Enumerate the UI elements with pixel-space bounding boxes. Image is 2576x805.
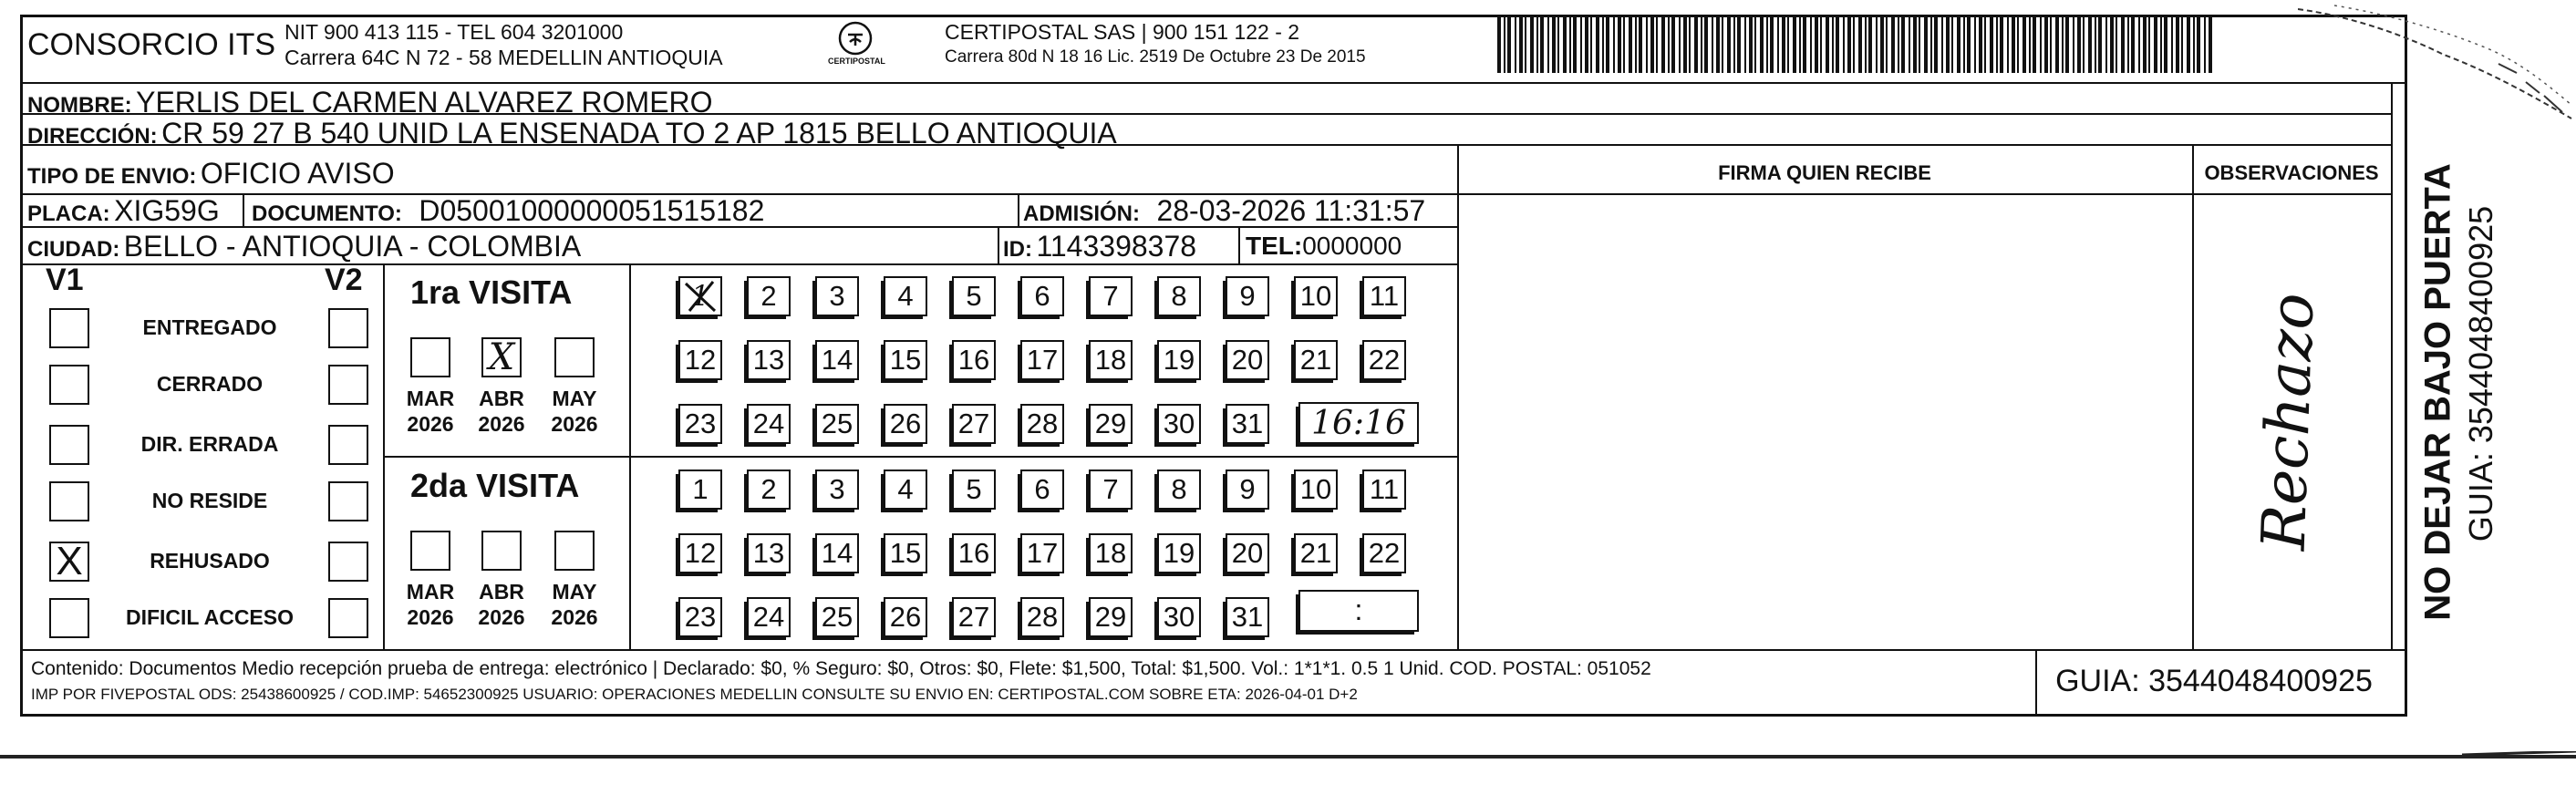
barcode-bar xyxy=(2154,16,2157,73)
month-year: 2026 xyxy=(478,605,525,629)
address-row xyxy=(27,117,1117,150)
barcode-bar xyxy=(1901,16,1905,73)
day-cell-6[interactable]: 6 xyxy=(1020,470,1064,510)
day-cell-24[interactable]: 24 xyxy=(747,597,791,637)
month-mark: X xyxy=(488,336,515,378)
day-cell-30[interactable]: 30 xyxy=(1157,404,1201,444)
barcode-bar xyxy=(2204,16,2206,73)
barcode-bar xyxy=(2065,16,2069,73)
status-label: DIR. ERRADA xyxy=(140,432,279,456)
barcode-bar xyxy=(2029,16,2031,73)
day-cell-14[interactable]: 14 xyxy=(815,340,859,380)
barcode-bar xyxy=(1689,16,1691,73)
id-row xyxy=(1003,230,1196,263)
month-checkbox[interactable] xyxy=(410,337,450,377)
day-cell-12[interactable]: 12 xyxy=(678,340,722,380)
barcode-bar xyxy=(1799,16,1801,73)
visit1-time-value: 16:16 xyxy=(1311,405,1406,442)
send-type: OFICIO AVISO xyxy=(200,157,395,190)
barcode-bar xyxy=(2095,16,2096,73)
barcode-bar xyxy=(2098,16,2102,73)
barcode-bar xyxy=(1924,16,1928,73)
company-nit: NIT 900 413 115 - TEL 604 3201000 xyxy=(284,20,624,44)
barcode-bar xyxy=(2062,16,2064,73)
status-v2-checkbox[interactable] xyxy=(328,308,368,348)
day-cell-15[interactable]: 15 xyxy=(884,533,927,573)
day-cell-17[interactable]: 17 xyxy=(1020,340,1064,380)
barcode-bar xyxy=(1613,16,1615,73)
observation-area xyxy=(2192,195,2391,647)
certipostal-logo-text: CERTIPOSTAL xyxy=(828,57,885,66)
month-checkbox[interactable] xyxy=(554,337,595,377)
day-cell-2[interactable]: 2 xyxy=(747,470,791,510)
barcode-bar xyxy=(1679,16,1681,73)
day-cell-8[interactable]: 8 xyxy=(1157,276,1201,316)
day-cell-12[interactable]: 12 xyxy=(678,533,722,573)
firma-label: FIRMA QUIEN RECIBE xyxy=(1718,161,1931,184)
name-row xyxy=(27,86,713,119)
status-v1-checkbox[interactable] xyxy=(49,425,89,465)
side-warning-area xyxy=(2413,137,2464,647)
day-cell-18[interactable]: 18 xyxy=(1089,533,1133,573)
barcode-bar xyxy=(1580,16,1582,73)
imp-line: IMP POR FIVEPOSTAL ODS: 25438600925 / COD.IMP: 54652300925 USUARIO: OPERACIONES MEDELLIN CONSULTE SU ENVIO EN: CERTIPOSTAL.COM SOBRE ETA: 2026-04-01 D+2 xyxy=(31,686,1358,703)
city-label: CIUDAD: xyxy=(27,237,120,262)
month-year: 2026 xyxy=(551,605,598,629)
barcode-bar xyxy=(1618,16,1621,73)
day-cell-25[interactable]: 25 xyxy=(815,597,859,637)
barcode-bar xyxy=(1876,16,1878,73)
observation-handwritten: Rechazo xyxy=(2248,292,2328,552)
day-cell-16[interactable]: 16 xyxy=(952,340,996,380)
barcode-bar xyxy=(2131,16,2135,73)
barcode-bar xyxy=(2138,16,2140,73)
barcode-bar xyxy=(2033,16,2036,73)
barcode-bar xyxy=(1868,16,1872,73)
barcode-bar xyxy=(1787,16,1789,73)
day-cell-22[interactable]: 22 xyxy=(1362,340,1406,380)
barcode-bar xyxy=(2050,16,2052,73)
barcode-bar xyxy=(2073,16,2074,73)
barcode-bar xyxy=(1777,16,1779,73)
barcode-bar xyxy=(2116,16,2117,73)
barcode-bar xyxy=(1990,16,1993,73)
month-name: MAR xyxy=(406,580,455,604)
day-cell-26[interactable]: 26 xyxy=(884,597,927,637)
barcode-bar xyxy=(1639,16,1642,73)
plate: XIG59G xyxy=(114,194,220,227)
barcode-bar xyxy=(1668,16,1670,73)
barcode-bar xyxy=(1880,16,1884,73)
barcode-bar xyxy=(1853,16,1855,73)
barcode-bar xyxy=(1963,16,1965,73)
day-cell-3[interactable]: 3 xyxy=(815,470,859,510)
recipient-address: CR 59 27 B 540 UNID LA ENSENADA TO 2 AP 1815 BELLO ANTIOQUIA xyxy=(161,117,1117,150)
company-name: CONSORCIO ITS xyxy=(27,27,276,62)
barcode-bar xyxy=(2000,16,2003,73)
barcode-bar xyxy=(1573,16,1577,73)
barcode-bar xyxy=(1760,16,1764,73)
month-name: ABR xyxy=(479,580,524,604)
tel-number: 0000000 xyxy=(1302,232,1402,260)
barcode-bar xyxy=(1547,16,1549,73)
barcode-bar xyxy=(1909,16,1910,73)
barcode-bar xyxy=(2160,16,2162,73)
side-guia-area xyxy=(2460,137,2502,647)
day-cell-23[interactable]: 23 xyxy=(678,597,722,637)
city: BELLO - ANTIOQUIA - COLOMBIA xyxy=(123,230,582,263)
day-cell-13[interactable]: 13 xyxy=(747,340,791,380)
day-cell-7[interactable]: 7 xyxy=(1089,470,1133,510)
day-cell-20[interactable]: 20 xyxy=(1226,533,1269,573)
barcode-bar xyxy=(1602,16,1604,73)
admission-label: ADMISIÓN: xyxy=(1023,201,1140,226)
day-cell-5[interactable]: 5 xyxy=(952,276,996,316)
day-cell-4[interactable]: 4 xyxy=(884,470,927,510)
status-v1-checkbox[interactable] xyxy=(49,365,89,405)
barcode-bar xyxy=(1979,16,1982,73)
day-cell-9[interactable]: 9 xyxy=(1226,470,1269,510)
barcode-bar xyxy=(1891,16,1895,73)
barcode-bar xyxy=(1507,16,1511,73)
barcode-bar xyxy=(2105,16,2107,73)
barcode-bar xyxy=(1898,16,1899,73)
barcode-bar xyxy=(1504,16,1505,73)
barcode-bar xyxy=(1712,16,1713,73)
month-name: MAY xyxy=(552,387,597,410)
day-cell-2[interactable]: 2 xyxy=(747,276,791,316)
barcode-bar xyxy=(1951,16,1953,73)
barcode-bar xyxy=(2055,16,2059,73)
barcode-bar xyxy=(1782,16,1785,73)
barcode-bar xyxy=(1704,16,1708,73)
barcode-bar xyxy=(1744,16,1746,73)
tel-row xyxy=(1246,232,1402,261)
day-cell-6[interactable]: 6 xyxy=(1020,276,1064,316)
contents-line: Contenido: Documentos Medio recepción prueba de entrega: electrónico | Declarado: $0, % Seguro: $0, Otros: $0, Flete: $1,500, Total: $1,500. Vol.: 1*1*1. 0.5 1 Unid. COD. POSTAL: 051052 xyxy=(31,658,1651,679)
barcode-bar xyxy=(1569,16,1571,73)
barcode-bar xyxy=(2209,16,2212,73)
document-row xyxy=(252,194,764,228)
visit2-time-value: : xyxy=(1354,593,1363,626)
barcode-bar xyxy=(2110,16,2114,73)
barcode-bar xyxy=(1671,16,1675,73)
month-year: 2026 xyxy=(407,412,454,436)
barcode-bar xyxy=(1984,16,1986,73)
admission-row xyxy=(1023,194,1425,228)
barcode-bar xyxy=(2077,16,2081,73)
day-cell-23[interactable]: 23 xyxy=(678,404,722,444)
day-cell-9[interactable]: 9 xyxy=(1226,276,1269,316)
barcode-bar xyxy=(1886,16,1888,73)
month-name: MAR xyxy=(406,387,455,410)
v2-label: V2 xyxy=(325,263,363,297)
barcode-bar xyxy=(1590,16,1592,73)
barcode-bar xyxy=(1629,16,1632,73)
courier-nit: CERTIPOSTAL SAS | 900 151 122 - 2 xyxy=(945,20,1300,44)
barcode-bar xyxy=(1913,16,1917,73)
month-checkbox[interactable] xyxy=(481,337,522,377)
send-type-label: TIPO DE ENVIO: xyxy=(27,164,197,189)
day-cell-7[interactable]: 7 xyxy=(1089,276,1133,316)
barcode-bar xyxy=(2121,16,2125,73)
month-year: 2026 xyxy=(551,412,598,436)
barcode-bar xyxy=(1585,16,1588,73)
city-row xyxy=(27,230,581,263)
status-v1-checkbox[interactable] xyxy=(49,598,89,638)
id-number: 1143398378 xyxy=(1036,230,1197,263)
barcode-bar xyxy=(2197,16,2200,73)
barcode-bar xyxy=(1826,16,1829,73)
barcode-bar xyxy=(1701,16,1702,73)
barcode-bar xyxy=(1754,16,1756,73)
barcode-bar xyxy=(1540,16,1544,73)
day-cell-8[interactable]: 8 xyxy=(1157,470,1201,510)
day-cell-10[interactable]: 10 xyxy=(1294,470,1338,510)
barcode-bar xyxy=(1661,16,1665,73)
observaciones-label: OBSERVACIONES xyxy=(2204,161,2379,184)
status-label: ENTREGADO xyxy=(142,315,277,339)
day-cell-25[interactable]: 25 xyxy=(815,404,859,444)
barcode-bar xyxy=(1847,16,1851,73)
month-name: ABR xyxy=(479,387,524,410)
side-guia: GUIA: 3544048400925 xyxy=(2462,205,2499,542)
barcode-bar xyxy=(2187,16,2190,73)
day-cell-21[interactable]: 21 xyxy=(1294,533,1338,573)
barcode-bar xyxy=(1530,16,1534,73)
barcode-bar xyxy=(1766,16,1768,73)
barcode-bar xyxy=(1716,16,1720,73)
day-cell-17[interactable]: 17 xyxy=(1020,533,1064,573)
barcode-bar xyxy=(1733,16,1735,73)
barcode-bar xyxy=(1996,16,1998,73)
status-v2-checkbox[interactable] xyxy=(328,425,368,465)
status-v2-checkbox[interactable] xyxy=(328,542,368,582)
day-cell-31[interactable]: 31 xyxy=(1226,404,1269,444)
barcode-bar xyxy=(1858,16,1862,73)
barcode-bar xyxy=(2083,16,2085,73)
day-cell-15[interactable]: 15 xyxy=(884,340,927,380)
barcode-bar xyxy=(1974,16,1976,73)
barcode-bar xyxy=(1623,16,1625,73)
barcode-bar xyxy=(1832,16,1834,73)
barcode-bar xyxy=(1563,16,1567,73)
barcode-bar xyxy=(1815,16,1818,73)
day-cell-18[interactable]: 18 xyxy=(1089,340,1133,380)
name-label: NOMBRE: xyxy=(27,93,132,118)
day-cell-11[interactable]: 11 xyxy=(1362,276,1406,316)
address-label: DIRECCIÓN: xyxy=(27,124,158,149)
day-cell-28[interactable]: 28 xyxy=(1020,404,1064,444)
barcode-bar xyxy=(1803,16,1806,73)
v1-label: V1 xyxy=(46,263,84,297)
plate-row xyxy=(27,194,220,228)
visit1-title: 1ra VISITA xyxy=(410,273,573,311)
barcode-bar xyxy=(1810,16,1812,73)
visit2-time xyxy=(1298,590,1419,632)
day-cell-29[interactable]: 29 xyxy=(1089,597,1133,637)
barcode-bar xyxy=(1552,16,1556,73)
status-label: CERRADO xyxy=(156,372,264,396)
status-v1-checkbox[interactable] xyxy=(49,308,89,348)
barcode-bar xyxy=(1497,16,1501,73)
day-cell-5[interactable]: 5 xyxy=(952,470,996,510)
visit2-title: 2da VISITA xyxy=(410,467,580,504)
company-address: Carrera 64C N 72 - 58 MEDELLIN ANTIOQUIA xyxy=(284,46,723,69)
day-cell-19[interactable]: 19 xyxy=(1157,340,1201,380)
barcode-bar xyxy=(1934,16,1938,73)
day-cell-27[interactable]: 27 xyxy=(952,404,996,444)
barcode-bar xyxy=(1930,16,1932,73)
barcode-bar xyxy=(1941,16,1943,73)
barcode-bar xyxy=(1519,16,1523,73)
day-cell-1[interactable]: 1 xyxy=(678,470,722,510)
day-cell-4[interactable]: 4 xyxy=(884,276,927,316)
barcode-bar xyxy=(1536,16,1538,73)
barcode-bar xyxy=(1836,16,1839,73)
barcode-bar xyxy=(1865,16,1867,73)
status-v1-mark: X xyxy=(56,539,83,583)
status-v1-checkbox[interactable] xyxy=(49,539,89,583)
barcode-bar xyxy=(1694,16,1698,73)
barcode-bar xyxy=(1737,16,1741,73)
barcode xyxy=(1495,16,2216,73)
barcode-bar xyxy=(1683,16,1687,73)
barcode-bar xyxy=(2040,16,2042,73)
barcode-bar xyxy=(2148,16,2150,73)
day-cell-19[interactable]: 19 xyxy=(1157,533,1201,573)
month-name: MAY xyxy=(552,580,597,604)
barcode-bar xyxy=(1650,16,1654,73)
visit1-time xyxy=(1298,402,1419,444)
barcode-bar xyxy=(2088,16,2092,73)
day-cell-22[interactable]: 22 xyxy=(1362,533,1406,573)
courier-license: Carrera 80d N 18 16 Lic. 2519 De Octubre 23 De 2015 xyxy=(945,47,1366,67)
barcode-bar xyxy=(1770,16,1774,73)
status-label: DIFICIL ACCESO xyxy=(125,605,294,629)
admission-datetime: 28-03-2026 11:31:57 xyxy=(1156,194,1426,227)
barcode-bar xyxy=(1557,16,1559,73)
tel-label: TEL: xyxy=(1246,232,1303,260)
bottom-edge xyxy=(0,751,2576,800)
barcode-bar xyxy=(2164,16,2167,73)
day-cell-24[interactable]: 24 xyxy=(747,404,791,444)
barcode-bar xyxy=(2143,16,2147,73)
day-cell-16[interactable]: 16 xyxy=(952,533,996,573)
barcode-bar xyxy=(2017,16,2019,73)
day-cell-11[interactable]: 11 xyxy=(1362,470,1406,510)
day-cell-1[interactable]: 1 xyxy=(678,276,722,316)
barcode-bar xyxy=(1749,16,1753,73)
status-v2-checkbox[interactable] xyxy=(328,481,368,521)
status-v2-checkbox[interactable] xyxy=(328,365,368,405)
recipient-name: YERLIS DEL CARMEN ALVAREZ ROMERO xyxy=(136,86,713,119)
month-checkbox[interactable] xyxy=(410,531,450,571)
month-checkbox[interactable] xyxy=(554,531,595,571)
barcode-bar xyxy=(1525,16,1526,73)
barcode-bar xyxy=(1727,16,1731,73)
plate-label: PLACA: xyxy=(27,201,110,226)
day-cell-26[interactable]: 26 xyxy=(884,404,927,444)
barcode-bar xyxy=(1946,16,1950,73)
status-v1-checkbox[interactable] xyxy=(49,481,89,521)
barcode-bar xyxy=(2176,16,2179,73)
barcode-bar xyxy=(1656,16,1658,73)
status-v2-checkbox[interactable] xyxy=(328,598,368,638)
barcode-bar xyxy=(2181,16,2183,73)
barcode-bar xyxy=(2193,16,2195,73)
document-number: D05001000000051515182 xyxy=(419,194,765,227)
barcode-bar xyxy=(2044,16,2048,73)
day-cell-27[interactable]: 27 xyxy=(952,597,996,637)
barcode-bar xyxy=(1957,16,1960,73)
barcode-bar xyxy=(2127,16,2129,73)
barcode-bar xyxy=(1843,16,1845,73)
document-label: DOCUMENTO: xyxy=(252,201,402,226)
barcode-bar xyxy=(1722,16,1723,73)
day-cell-30[interactable]: 30 xyxy=(1157,597,1201,637)
day-cell-13[interactable]: 13 xyxy=(747,533,791,573)
day-cell-10[interactable]: 10 xyxy=(1294,276,1338,316)
day-cell-29[interactable]: 29 xyxy=(1089,404,1133,444)
day-cell-31[interactable]: 31 xyxy=(1226,597,1269,637)
day-cell-21[interactable]: 21 xyxy=(1294,340,1338,380)
side-warning: NO DEJAR BAJO PUERTA xyxy=(2417,163,2458,621)
certipostal-logo xyxy=(837,20,874,57)
status-label: NO RESIDE xyxy=(151,489,268,512)
barcode-bar xyxy=(1793,16,1796,73)
day-x-mark xyxy=(680,278,720,315)
barcode-bar xyxy=(1820,16,1822,73)
barcode-bar xyxy=(1606,16,1609,73)
guia-box: GUIA: 3544048400925 xyxy=(2055,664,2373,698)
barcode-bar xyxy=(2023,16,2026,73)
day-cell-28[interactable]: 28 xyxy=(1020,597,1064,637)
id-label: ID: xyxy=(1003,237,1032,262)
barcode-bar xyxy=(2171,16,2173,73)
month-year: 2026 xyxy=(478,412,525,436)
barcode-bar xyxy=(1596,16,1599,73)
barcode-bar xyxy=(1967,16,1971,73)
status-label: REHUSADO xyxy=(150,549,270,573)
month-year: 2026 xyxy=(407,605,454,629)
day-cell-14[interactable]: 14 xyxy=(815,533,859,573)
barcode-bar xyxy=(1515,16,1516,73)
barcode-bar xyxy=(2012,16,2015,73)
month-checkbox[interactable] xyxy=(481,531,522,571)
day-cell-20[interactable]: 20 xyxy=(1226,340,1269,380)
barcode-bar xyxy=(1635,16,1637,73)
torn-corner-marks xyxy=(2298,0,2576,137)
day-cell-3[interactable]: 3 xyxy=(815,276,859,316)
send-type-row xyxy=(27,157,395,191)
barcode-bar xyxy=(1646,16,1648,73)
barcode-bar xyxy=(2007,16,2009,73)
barcode-bar xyxy=(1919,16,1920,73)
